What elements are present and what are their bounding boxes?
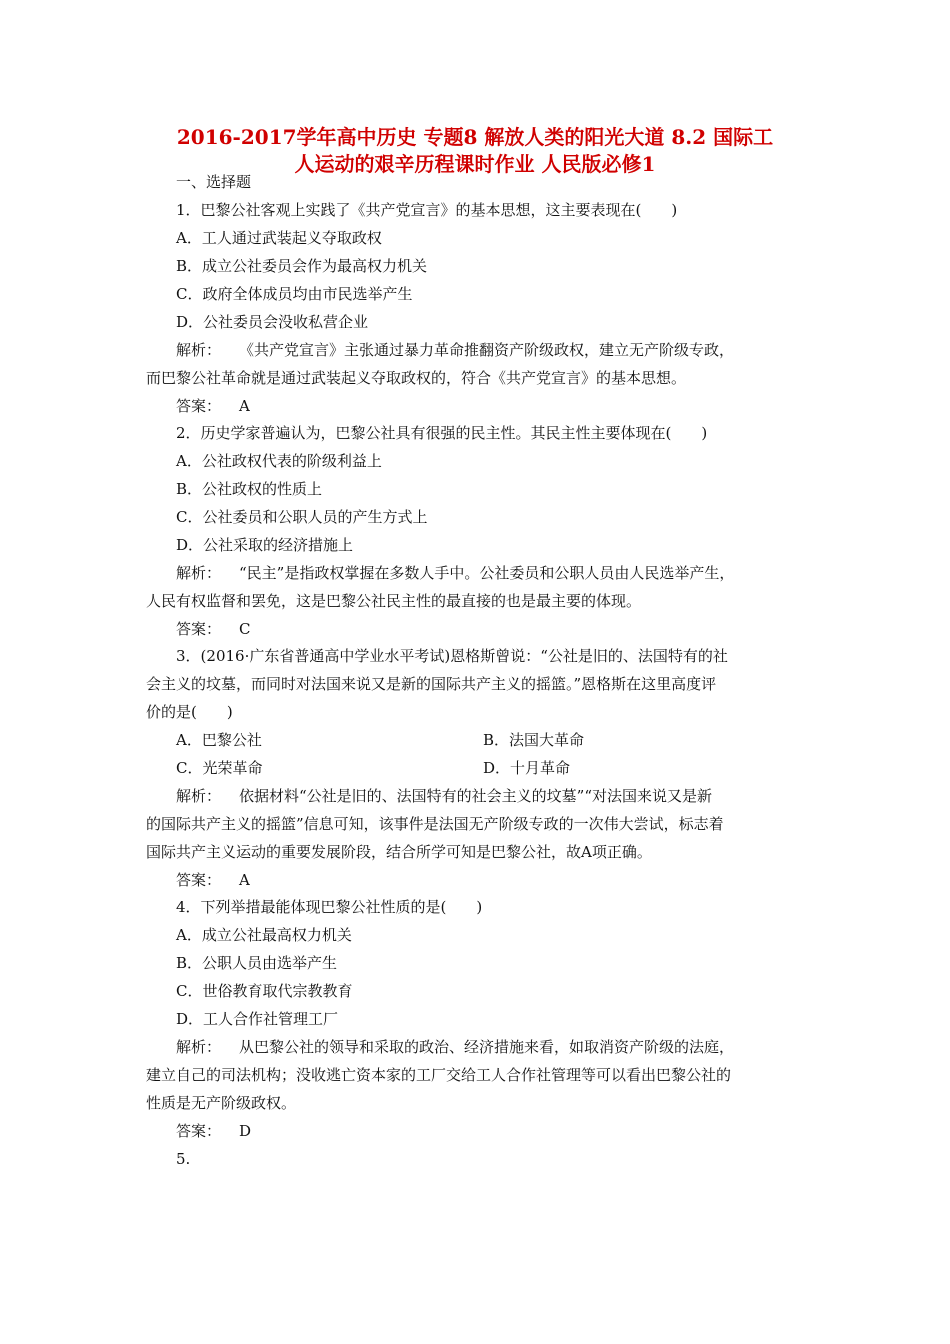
question-2-stem: 2．历史学家普遍认为，巴黎公社具有很强的民主性。其民主性主要体现在( ) [176, 424, 708, 442]
document-title-line-2: 人运动的艰辛历程课时作业 人民版必修1 [294, 152, 656, 176]
analysis-label: 解析： [176, 564, 222, 582]
question-3-answer [176, 870, 250, 890]
analysis-label: 解析： [176, 787, 222, 805]
question-2-option-c: C．公社委员和公职人员的产生方式上 [176, 508, 428, 526]
question-1-option-d: D．公社委员会没收私营企业 [176, 313, 369, 331]
section-heading: 一、选择题 [176, 173, 252, 191]
question-3-stem-line-1: 3．(2016·广东省普通高中学业水平考试)恩格斯曾说：“公社是旧的、法国特有的社 [176, 647, 728, 665]
question-4-option-d: D．工人合作社管理工厂 [176, 1010, 339, 1028]
analysis-text: 依据材料“公社是旧的、法国特有的社会主义的坟墓”“对法国来说又是新 [239, 787, 713, 805]
question-4-option-c: C．世俗教育取代宗教教育 [176, 982, 353, 1000]
question-1-analysis-line-1 [176, 340, 734, 360]
answer-value: C [239, 620, 251, 638]
answer-value: A [239, 397, 250, 415]
question-3-option-b: B．法国大革命 [483, 731, 585, 749]
question-4-option-b: B．公职人员由选举产生 [176, 954, 338, 972]
question-1-option-a: A．工人通过武装起义夺取政权 [176, 229, 382, 247]
question-3-analysis-line-3: 国际共产主义运动的重要发展阶段，结合所学可知是巴黎公社，故A项正确。 [146, 843, 652, 861]
question-5-stem: 5. [176, 1150, 191, 1168]
answer-label: 答案： [176, 1122, 222, 1140]
question-1-answer [176, 396, 250, 416]
question-4-answer [176, 1121, 251, 1141]
question-4-analysis-line-3: 性质是无产阶级政权。 [146, 1094, 297, 1112]
question-2-option-d: D．公社采取的经济措施上 [176, 536, 354, 554]
question-1-stem: 1．巴黎公社客观上实践了《共产党宣言》的基本思想，这主要表现在( ) [176, 201, 678, 219]
question-4-option-a: A．成立公社最高权力机关 [176, 926, 352, 944]
question-1-option-b: B．成立公社委员会作为最高权力机关 [176, 257, 428, 275]
answer-label: 答案： [176, 397, 222, 415]
analysis-text: 《共产党宣言》主张通过暴力革命推翻资产阶级政权，建立无产阶级专政， [239, 341, 735, 359]
question-1-analysis-line-2: 而巴黎公社革命就是通过武装起义夺取政权的，符合《共产党宣言》的基本思想。 [146, 369, 687, 387]
analysis-text: 从巴黎公社的领导和采取的政治、经济措施来看，如取消资产阶级的法庭， [239, 1038, 735, 1056]
analysis-label: 解析： [176, 1038, 222, 1056]
analysis-label: 解析： [176, 341, 222, 359]
question-3-stem-line-3: 价的是( ) [146, 703, 233, 721]
question-2-option-a: A．公社政权代表的阶级利益上 [176, 452, 382, 470]
question-3-analysis-line-1 [176, 786, 712, 806]
answer-label: 答案： [176, 620, 222, 638]
answer-value: D [239, 1122, 252, 1140]
answer-label: 答案： [176, 871, 222, 889]
question-3-option-d: D．十月革命 [483, 759, 571, 777]
question-2-analysis-line-2: 人民有权监督和罢免，这是巴黎公社民主性的最直接的也是最主要的体现。 [146, 592, 642, 610]
question-4-stem: 4．下列举措最能体现巴黎公社性质的是( ) [176, 898, 483, 916]
question-2-analysis-line-1 [176, 563, 734, 583]
analysis-text: “民主”是指政权掌握在多数人手中。公社委员和公职人员由人民选举产生， [239, 564, 735, 582]
question-2-answer [176, 619, 251, 639]
question-3-option-a: A．巴黎公社 [176, 731, 262, 749]
question-2-option-b: B．公社政权的性质上 [176, 480, 323, 498]
question-3-stem-line-2: 会主义的坟墓，而同时对法国来说又是新的国际共产主义的摇篮。”恩格斯在这里高度评 [146, 675, 717, 693]
question-1-option-c: C．政府全体成员均由市民选举产生 [176, 285, 413, 303]
question-3-analysis-line-2: 的国际共产主义的摇篮”信息可知，该事件是法国无产阶级专政的一次伟大尝试，标志着 [146, 815, 724, 833]
question-4-analysis-line-1 [176, 1037, 734, 1057]
question-4-analysis-line-2: 建立自己的司法机构；没收逃亡资本家的工厂交给工人合作社管理等可以看出巴黎公社的 [146, 1066, 732, 1084]
answer-value: A [239, 871, 250, 889]
document-title-line-1: 2016-2017学年高中历史 专题8 解放人类的阳光大道 8.2 国际工 [176, 125, 774, 149]
question-3-option-c: C．光荣革命 [176, 759, 263, 777]
